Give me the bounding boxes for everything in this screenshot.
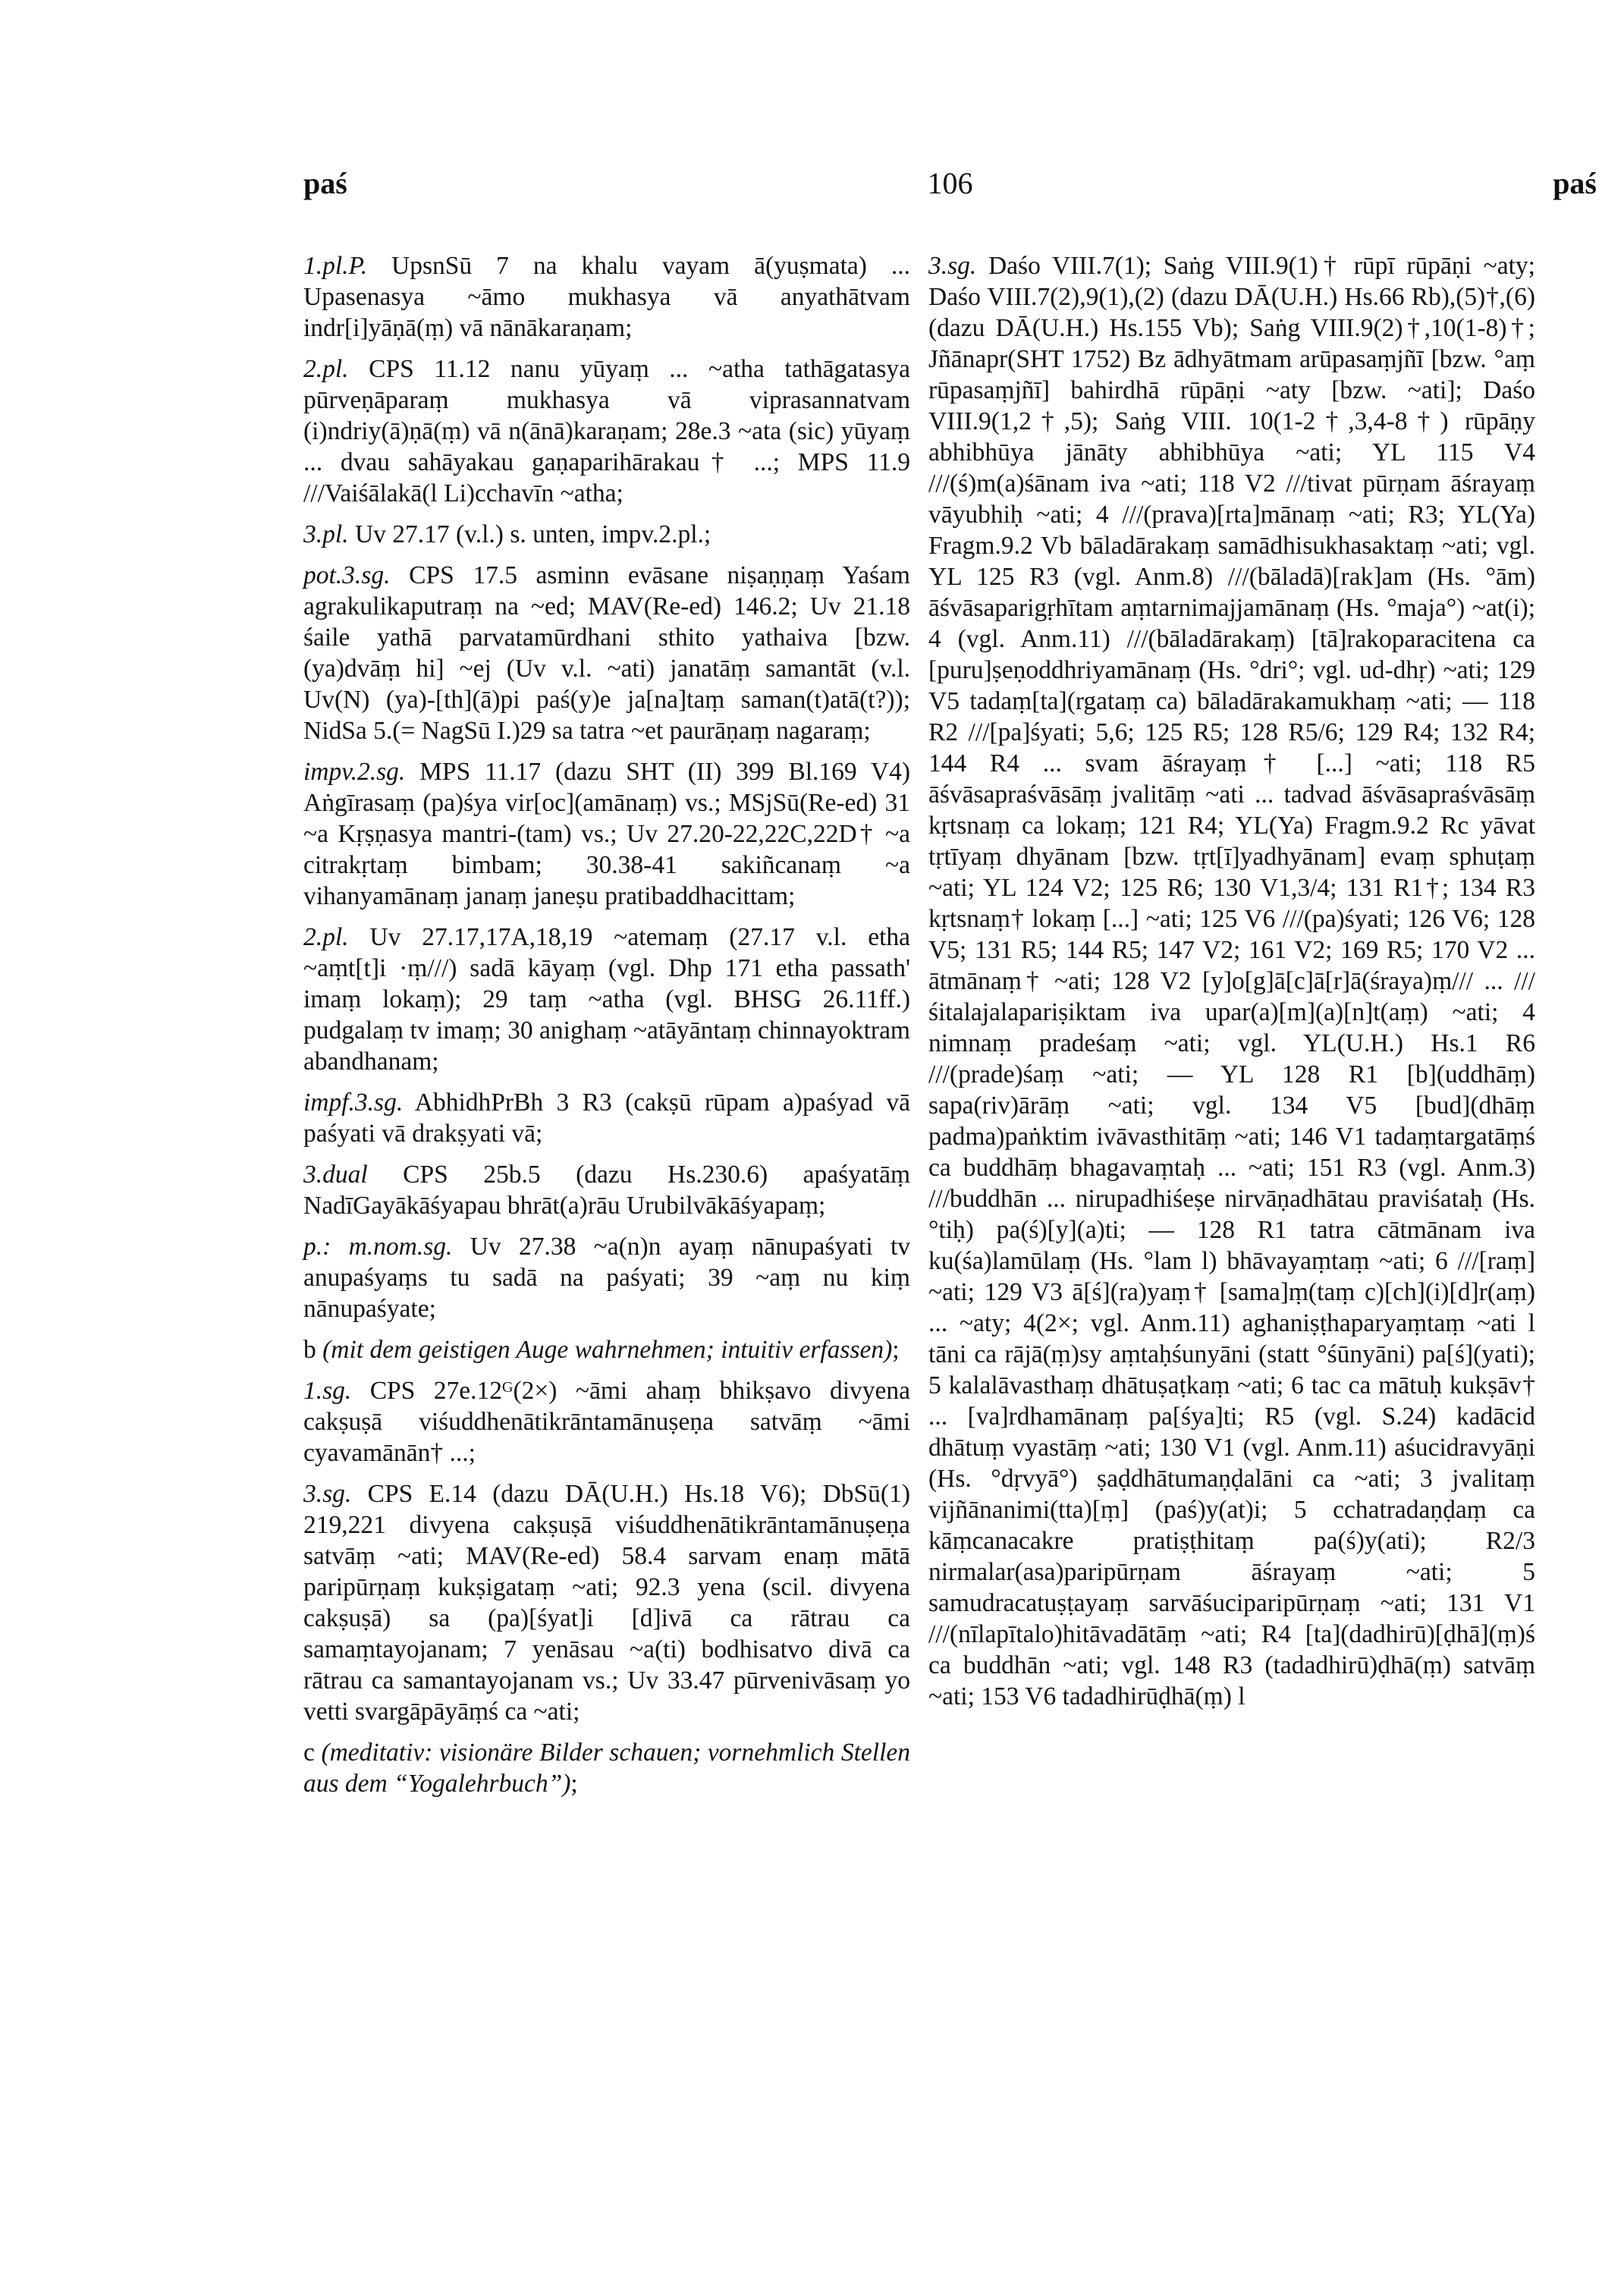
- page-number: 106: [927, 166, 973, 200]
- right-column: [928, 250, 1535, 1722]
- entry-paragraph: [303, 250, 910, 344]
- grammatical-label: 3.sg.: [303, 1480, 352, 1508]
- grammatical-label: p.: m.nom.sg.: [303, 1233, 453, 1261]
- entry-text: CPS E.14 (dazu DĀ(U.H.) Hs.18 V6); DbSū(1) 219,221 divyena cakṣuṣā viśuddhenātikrāntamānuṣeṇa satvāṃ ~ati; MAV(Re-ed) 58.4 sarvam enaṃ mātā paripūrṇaṃ kukṣigataṃ ~ati; 92.3 yena (scil. divyena cakṣuṣā) sa (pa)[śyat]i [d]ivā ca rātrau ca samaṃtayojanam; 7 yenāsau ~a(ti) bodhisatvo divā ca rātrau ca samantayojanam vs.; Uv 33.47 pūrvenivāsaṃ yo vetti svargāpāyāṃś ca ~ati;: [303, 1480, 910, 1726]
- entry-paragraph: [303, 1375, 910, 1468]
- sense-heading: [303, 1334, 910, 1365]
- entry-text: AbhidhPrBh 3 R3 (cakṣū rūpam a)paśyad vā paśyati vā drakṣyati vā;: [303, 1088, 910, 1148]
- entry-text: Daśo VIII.7(1); Saṅg VIII.9(1)† rūpī rūpāṇi ~aty; Daśo VIII.7(2),9(1),(2) (dazu DĀ(U.H.) Hs.66 Rb),(5)†,(6) (dazu DĀ(U.H.) Hs.155 Vb); Saṅg VIII.9(2)†,10(1-8)†; Jñānapr(SHT 1752) Bz ādhyātmam arūpasaṃjñī [bzw. °aṃ rūpasaṃjñī] bahirdhā rūpāṇi ~aty [bzw. ~ati]; Daśo VIII.9(1,2†,5); Saṅg VIII. 10(1-2†,3,4-8†) rūpāṇy abhibhūya jānāty abhibhūya ~ati; YL 115 V4 ///(ś)m(a)śānam iva ~ati; 118 V2 ///tivat pūrṇam āśrayaṃ vāyubhiḥ ~ati; 4 ///(prava)[rta]mānaṃ ~ati; R3; YL(Ya) Fragm.9.2 Vb bāladārakaṃ samādhisukhasaktaṃ ~ati; vgl. YL 125 R3 (vgl. Anm.8) ///(bāladā)[rak]am (Hs. °ām) āśvāsaparigṛhītam aṃtarnimajjamānaṃ (Hs. °maja°) ~at(i); 4 (vgl. Anm.11) ///(bāladārakaṃ) [tā]rakoparacitena ca [puru]ṣeṇoddhriyamānaṃ (Hs. °dri°; vgl. ud-dhṛ) ~ati; 129 V5 tadaṃ[ta](rgataṃ ca) bāladārakamukhaṃ ~ati; — 118 R2 ///[pa]śyati; 5,6; 125 R5; 128 R5/6; 129 R4; 132 R4; 144 R4 ... svam āśrayaṃ† [...] ~ati; 118 R5 āśvāsapraśvāsāṃ jvalitāṃ ~ati ... tadvad āśvāsapraśvāsāṃ kṛtsnaṃ ca lokaṃ; 121 R4; YL(Ya) Fragm.9.2 Rc yāvat tṛtīyaṃ dhyānam [bzw. tṛt[ī]yadhyānam] evaṃ sphuṭaṃ ~ati; YL 124 V2; 125 R6; 130 V1,3/4; 131 R1†; 134 R3 kṛtsnaṃ† lokaṃ [...] ~ati; 125 V6 ///(pa)śyati; 126 V6; 128 V5; 131 R5; 144 R5; 147 V2; 161 V2; 169 R5; 170 V2 ... ātmānaṃ† ~ati; 128 V2 [y]o[g]ā[c]ā[r]ā(śraya)ṃ/// ... ///śitalajalapariṣiktam iva upar(a)[m](a)[n]t(aṃ) ~ati; 4 nimnaṃ pradeśaṃ ~ati; vgl. YL(U.H.) Hs.1 R6 ///(prade)śaṃ ~ati; — YL 128 R1 [b](uddhāṃ) sapa(riv)ārāṃ ~ati; vgl. 134 V5 [bud](dhāṃ padma)paṅktim ivāvasthitāṃ ~ati; 146 V1 tadaṃtargatāṃś ca buddhāṃ bhagavaṃtaḥ ... ~ati; 151 R3 (vgl. Anm.3) ///buddhān ... nirupadhiśeṣe nirvāṇadhātau praviśataḥ (Hs. °tiḥ) pa(ś)[y](a)ti; — 128 R1 tatra cātmānam iva ku(śa)lamūlaṃ (Hs. °lam l) bhāvayaṃtaṃ ~ati; 6 ///[raṃ] ~ati; 129 V3 ā[ś](ra)yaṃ† [sama]ṃ(taṃ c)[ch](i)[d]r(aṃ) ... ~aty; 4(2×; vgl. Anm.11) aghaniṣṭhaparyaṃtaṃ ~ati l tāni ca rājā(ṃ)sy aṃtaḥśunyāni (statt °śūnyāni) pa[ś](yati); 5 kalalāvasthaṃ dhātuṣaṭkaṃ ~ati; 6 tac ca mātuḥ kukṣāv† ... [va]rdhamānaṃ pa[śya]ti; R5 (vgl. S.24) kadācid dhātuṃ vyastāṃ ~ati; 130 V1 (vgl. Anm.11) aśucidravyāṇi (Hs. °dṛvyā°) ṣaḍdhātumaṇḍalāni ca ~ati; 3 jvalitaṃ vijñānanimi(tta)[ṃ] (paś)y(at)i; 5 cchatradaṇḍaṃ ca kāṃcanacakre pratiṣṭhitaṃ pa(ś)y(ati); R2/3 nirmalar(asa)paripūrṇam āśrayaṃ ~ati; 5 samudracatuṣṭayaṃ sarvāśuciparipūrṇaṃ ~ati; 131 V1 ///(nīlapītalo)hitāvadātāṃ ~ati; R4 [ta](dadhirū)[ḍhā](ṃ)ś ca buddhān ~ati; vgl. 148 R3 (tadadhirū)ḍhā(ṃ) satvāṃ ~ati; 153 V6 tadadhirūḍhā(ṃ) l: [928, 252, 1535, 1710]
- sense-gloss: (mit dem geistigen Auge wahrnehmen; intuitiv erfassen): [322, 1336, 893, 1364]
- entry-text: UpsnSū 7 na khalu vayam ā(yuṣmata) ... Upasenasya ~āmo mukhasya vā anyathātvam indr[i]yāṇā(ṃ) vā nānākaraṇam;: [303, 252, 910, 342]
- entry-text: Uv 27.17,17A,18,19 ~atemaṃ (27.17 v.l. etha ~aṃt[t]i ·ṃ///) sadā kāyaṃ (vgl. Dhp 171 etha passath' imaṃ lokaṃ); 29 taṃ ~atha (vgl. BHSG 26.11ff.) pudgalaṃ tv imaṃ; 30 anighaṃ ~atāyāntaṃ chinnayoktram abandhanam;: [303, 923, 910, 1076]
- entry-paragraph: [303, 756, 910, 912]
- entry-text: CPS 25b.5 (dazu Hs.230.6) apaśyatāṃ NadīGayākāśyapau bhrāt(a)rāu Urubilvākāśyapaṃ;: [303, 1161, 910, 1220]
- entry-text: MPS 11.17 (dazu SHT (II) 399 Bl.169 V4) Aṅgīrasaṃ (pa)śya vir[oc](amānaṃ) vs.; MSjSū(Re-ed) 31 ~a Kṛṣṇasya mantri-(tam) vs.; Uv 27.20-22,22C,22D† ~a citrakṛtaṃ bimbam; 30.38-41 sakiñcanaṃ ~a vihanyamānaṃ janaṃ janeṣu pratibaddhacittam;: [303, 758, 910, 910]
- header-right-headword: paś: [1553, 166, 1597, 200]
- entry-paragraph: [303, 1478, 910, 1727]
- entry-text: ;: [570, 1770, 578, 1798]
- entry-text: ;: [892, 1336, 900, 1364]
- entry-text: Uv 27.38 ~a(n)n ayaṃ nānupaśyati tv anupaśyaṃs tu sadā na paśyati; 39 ~aṃ nu kiṃ nānupaśyate;: [303, 1233, 910, 1323]
- entry-text: CPS 27e.12ᴳ(2×) ~āmi ahaṃ bhikṣavo divyena cakṣuṣā viśuddhenātikrāntamānuṣeṇa satvāṃ ~āmi cyavamānān† ...;: [303, 1377, 910, 1467]
- entry-paragraph: [928, 250, 1535, 1712]
- header-left-headword: paś: [303, 166, 347, 200]
- grammatical-label: 2.pl.: [303, 355, 349, 383]
- entry-paragraph: [303, 353, 910, 509]
- grammatical-label: 1.pl.P.: [303, 252, 368, 280]
- entry-paragraph: [303, 1087, 910, 1149]
- grammatical-label: 1.sg.: [303, 1377, 352, 1405]
- sense-heading: [303, 1737, 910, 1799]
- running-header: [303, 165, 1597, 218]
- entry-paragraph: [303, 922, 910, 1077]
- grammatical-label: 3.dual: [303, 1161, 368, 1189]
- grammatical-label: impv.2.sg.: [303, 758, 406, 786]
- grammatical-label: impf.3.sg.: [303, 1088, 404, 1117]
- left-column: [303, 250, 910, 1809]
- grammatical-label: pot.3.sg.: [303, 561, 391, 589]
- grammatical-label: 2.pl.: [303, 923, 349, 951]
- sense-letter: c: [303, 1739, 315, 1767]
- entry-paragraph: [303, 519, 910, 550]
- grammatical-label: 3.sg.: [928, 252, 977, 280]
- grammatical-label: 3.pl.: [303, 520, 349, 548]
- entry-paragraph: [303, 1159, 910, 1221]
- entry-text: CPS 17.5 asminn evāsane niṣaṇṇaṃ Yaśam agrakulikaputraṃ na ~ed; MAV(Re-ed) 146.2; Uv 21.18 śaile yathā parvatamūrdhani sthito yathaiva [bzw. (ya)dvāṃ hi] ~ej (Uv v.l. ~ati) janatāṃ samantāt (v.l. Uv(N) (ya)-[th](ā)pi paś(y)e ja[na]taṃ saman(t)atā(t?)); NidSa 5.(= NagSū I.)29 sa tatra ~et paurāṇaṃ nagaraṃ;: [303, 561, 910, 745]
- entry-paragraph: [303, 1231, 910, 1324]
- sense-letter: b: [303, 1336, 316, 1364]
- entry-paragraph: [303, 560, 910, 746]
- entry-text: CPS 11.12 nanu yūyaṃ ... ~atha tathāgatasya pūrveṇāparaṃ mukhasya vā viprasannatvam (i)ndriy(ā)ṇā(ṃ) vā n(ānā)karaṇam; 28e.3 ~ata (sic) yūyaṃ ... dvau sahāyakau gaṇaparihārakau† ...; MPS 11.9 ///Vaiśālakā(l Li)cchavīn ~atha;: [303, 355, 910, 507]
- entry-text: Uv 27.17 (v.l.) s. unten, impv.2.pl.;: [348, 520, 711, 548]
- sense-gloss: (meditativ: visionäre Bilder schauen; vornehmlich Stellen aus dem “Yogalehrbuch”): [303, 1739, 910, 1798]
